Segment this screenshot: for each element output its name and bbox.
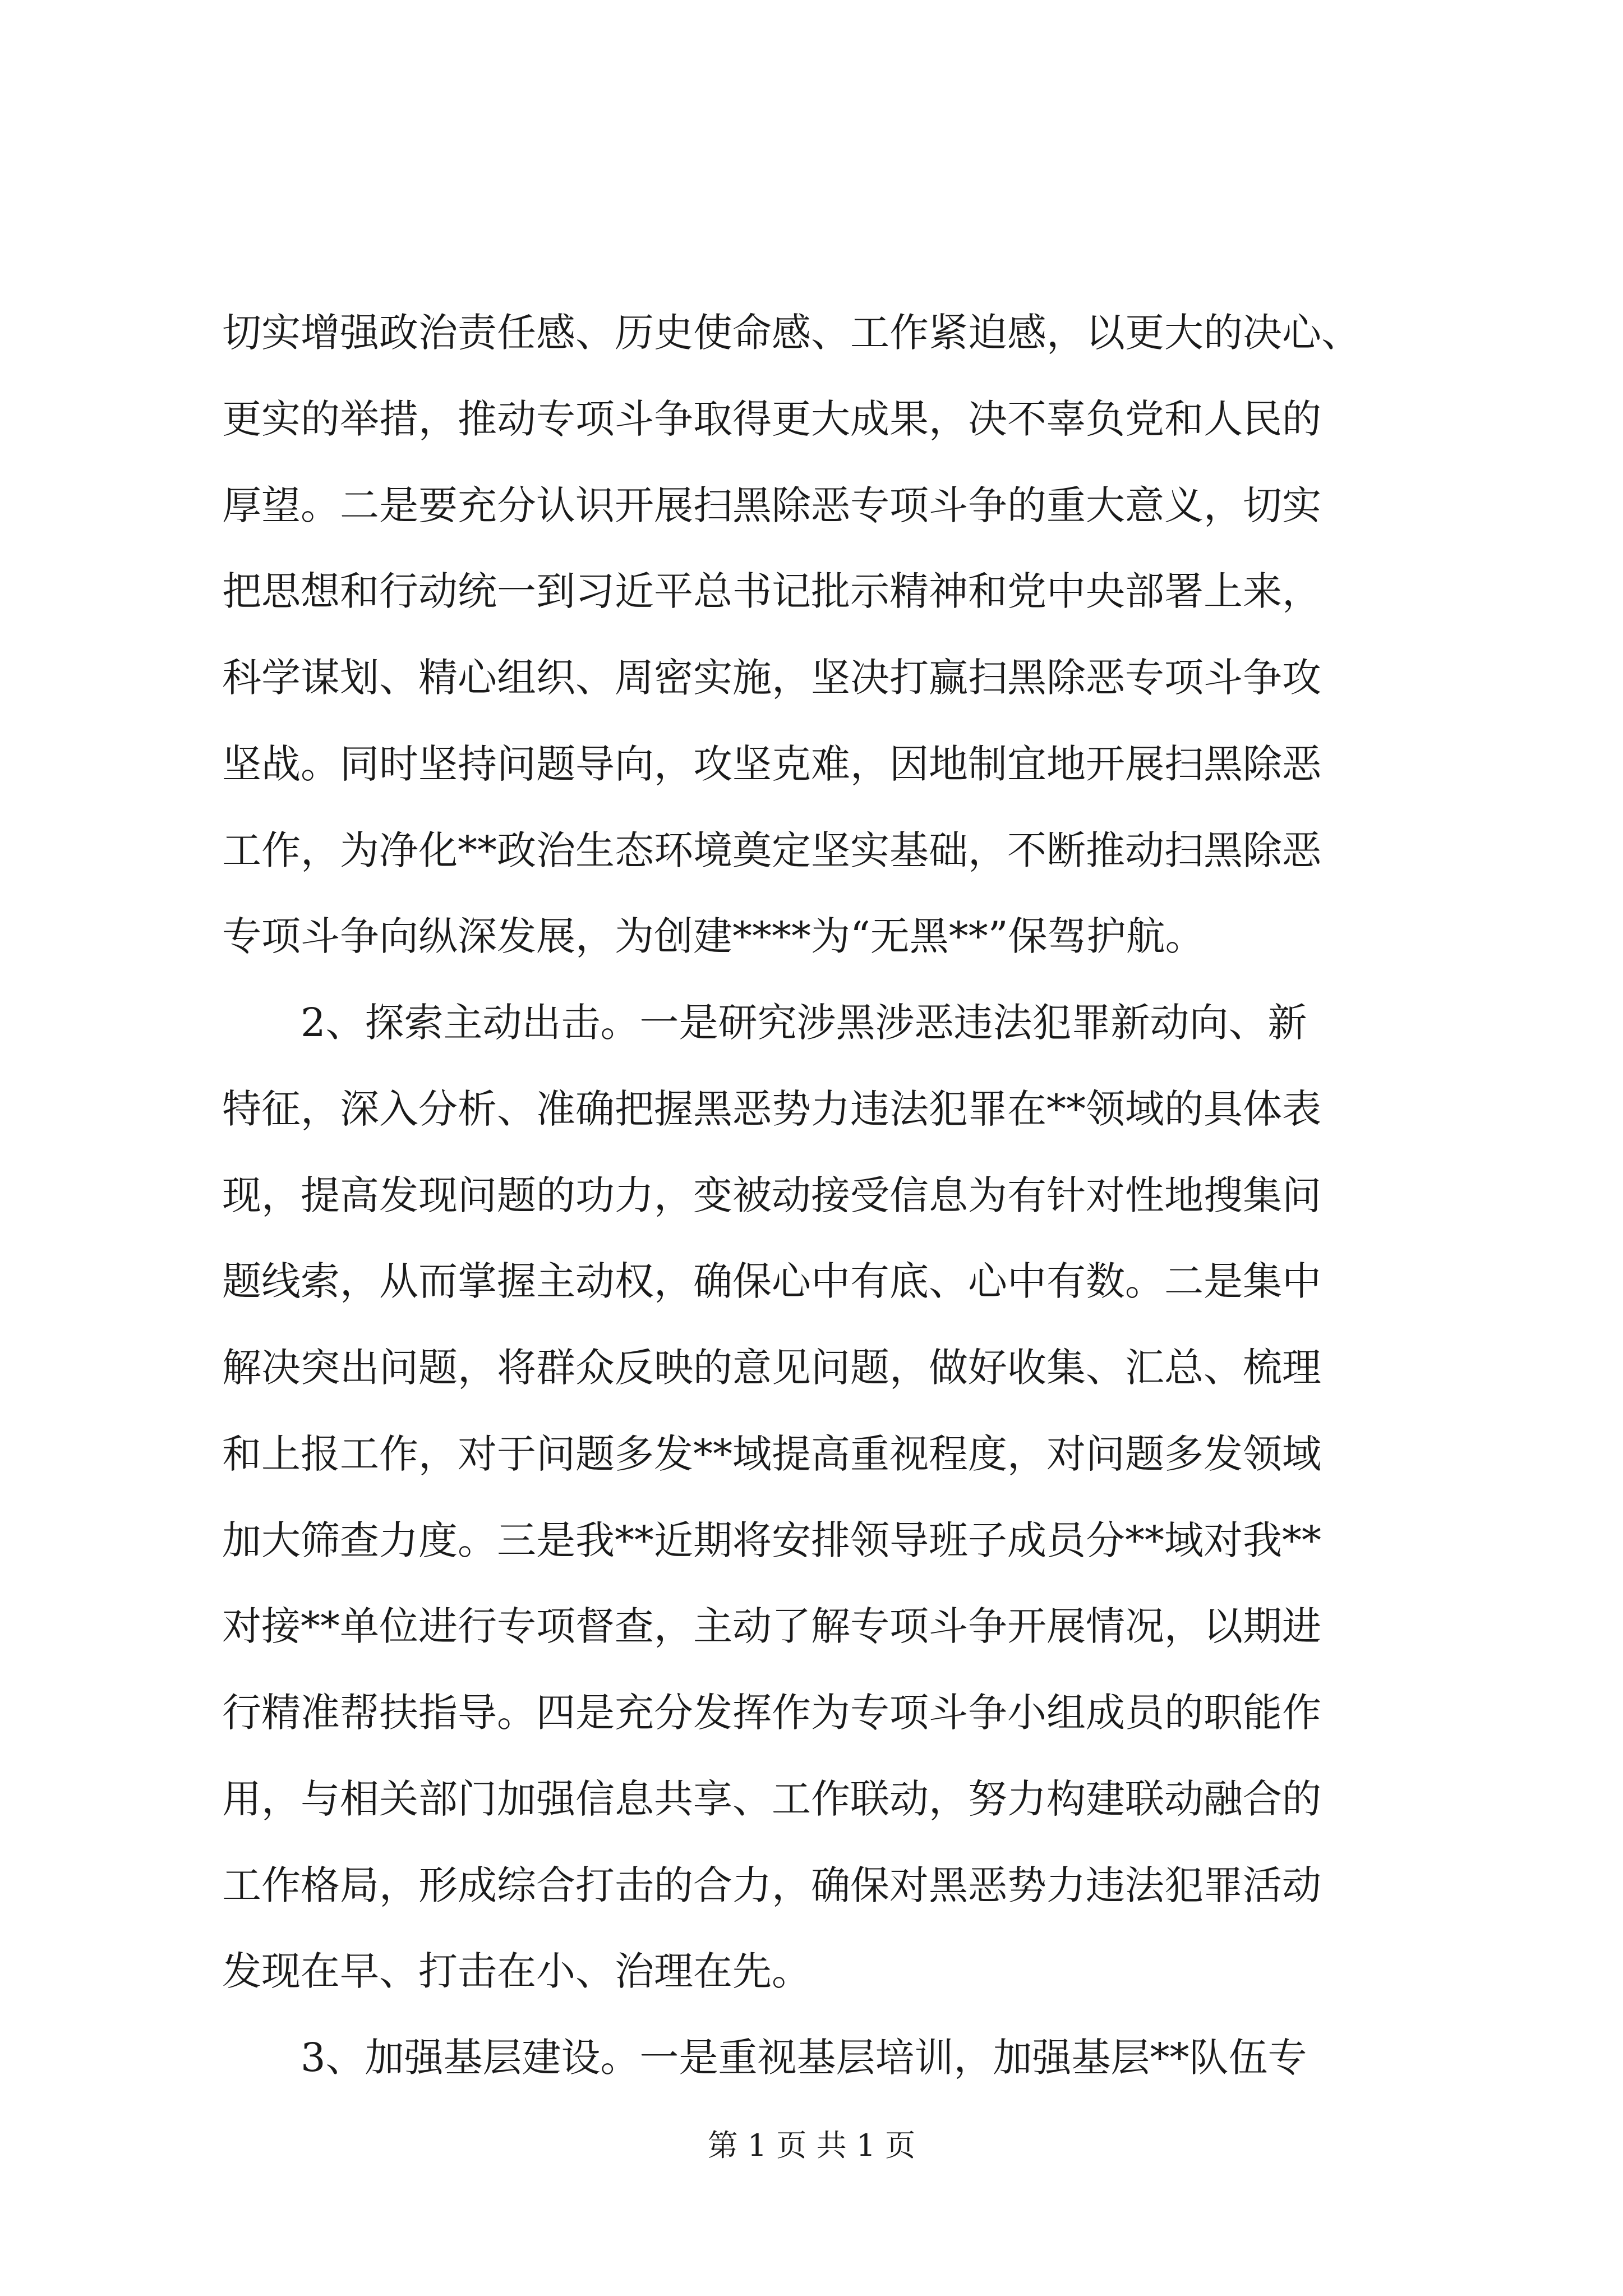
body-line: 专项斗争向纵深发展，为创建****为“无黑**”保驾护航。: [222, 913, 1205, 959]
body-line: 现，提高发现问题的功力，变被动接受信息为有针对性地搜集问: [222, 1172, 1321, 1218]
body-line: 厚望。二是要充分认识开展扫黑除恶专项斗争的重大意义，切实: [222, 482, 1321, 528]
body-line: 把思想和行动统一到习近平总书记批示精神和党中央部署上来，: [222, 568, 1321, 614]
body-line: 2、探索主动出击。一是研究涉黑涉恶违法犯罪新动向、新: [222, 1000, 1307, 1046]
body-line: 对接**单位进行专项督查，主动了解专项斗争开展情况，以期进: [222, 1603, 1321, 1649]
body-line: 行精准帮扶指导。四是充分发挥作为专项斗争小组成员的职能作: [222, 1690, 1321, 1736]
body-line: 解决突出问题，将群众反映的意见问题，做好收集、汇总、梳理: [222, 1345, 1321, 1391]
body-line: 3、加强基层建设。一是重视基层培训，加强基层**队伍专: [222, 2035, 1307, 2081]
body-line: 切实增强政治责任感、历史使命感、工作紧迫感，以更大的决心、: [222, 310, 1361, 356]
body-line: 坚战。同时坚持问题导向，攻坚克难，因地制宜地开展扫黑除恶: [222, 741, 1321, 787]
body-line: 工作，为净化**政治生态环境奠定坚实基础，不断推动扫黑除恶: [222, 827, 1321, 873]
body-line: 题线索，从而掌握主动权，确保心中有底、心中有数。二是集中: [222, 1258, 1321, 1304]
page-footer: 第 1 页 共 1 页: [707, 2128, 916, 2163]
body-line: 工作格局，形成综合打击的合力，确保对黑恶势力违法犯罪活动: [222, 1862, 1321, 1908]
body-line: 加大筛查力度。三是我**近期将安排领导班子成员分**域对我**: [222, 1517, 1321, 1563]
body-line: 更实的举措，推动专项斗争取得更大成果，决不辜负党和人民的: [222, 396, 1321, 442]
body-line: 用，与相关部门加强信息共享、工作联动，努力构建联动融合的: [222, 1776, 1321, 1822]
body-line: 和上报工作，对于问题多发**域提高重视程度，对问题多发领域: [222, 1431, 1321, 1477]
body-line: 科学谋划、精心组织、周密实施，坚决打赢扫黑除恶专项斗争攻: [222, 655, 1321, 701]
body-line: 特征，深入分析、准确把握黑恶势力违法犯罪在**领域的具体表: [222, 1086, 1321, 1132]
body-line: 发现在早、打击在小、治理在先。: [222, 1948, 811, 1994]
